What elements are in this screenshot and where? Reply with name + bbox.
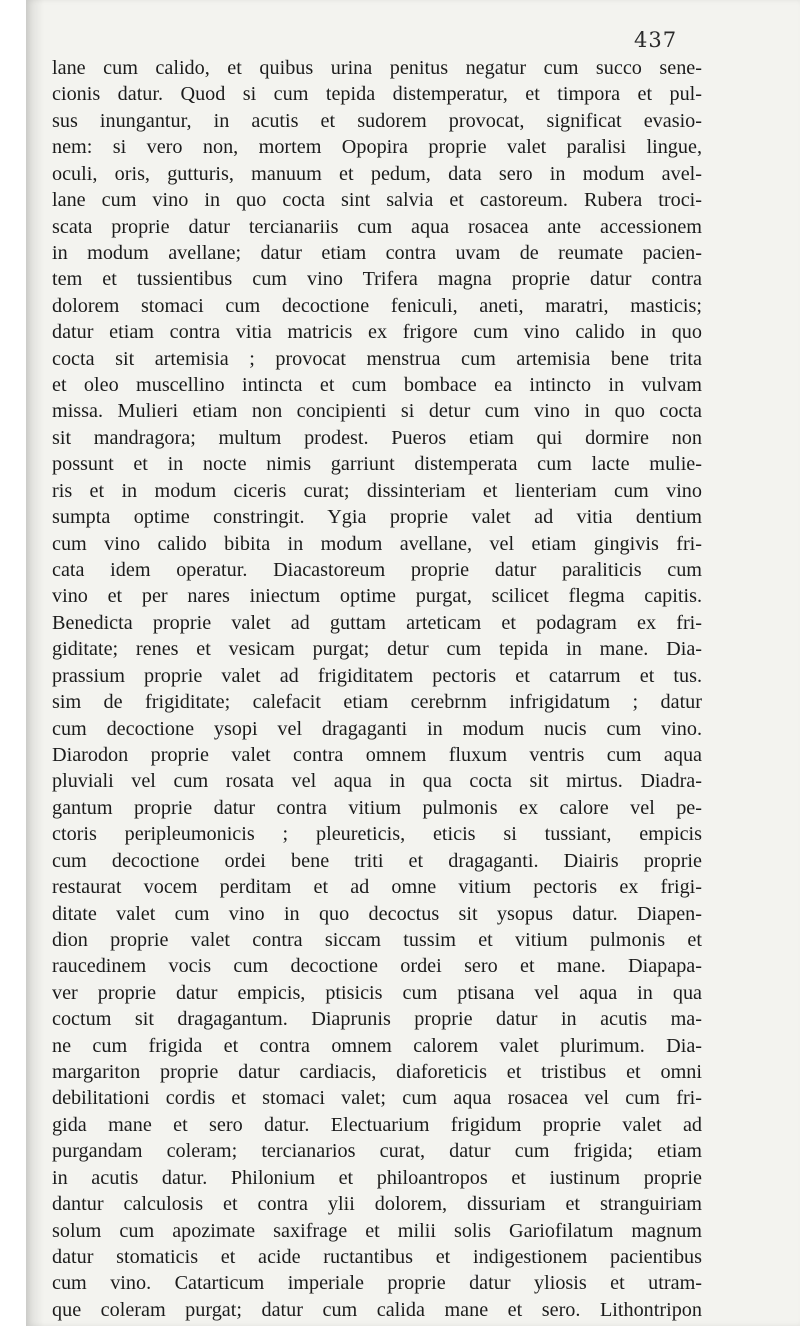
- text-line: purgandam coleram; tercianarios curat, datur cum frigida; etiam: [52, 1140, 702, 1163]
- text-line: restaurat vocem perditam et ad omne vitium pectoris ex frigi-: [52, 876, 702, 899]
- text-line: dantur calculosis et contra ylii dolorem, dissuriam et stranguiriam: [52, 1193, 702, 1216]
- text-line: cum decoctione ysopi vel dragaganti in modum nucis cum vino.: [52, 717, 702, 740]
- text-line: gantum proprie datur contra vitium pulmonis ex calore vel pe-: [52, 796, 702, 819]
- text-line: oculi, oris, gutturis, manuum et pedum, data sero in modum avel-: [52, 162, 702, 185]
- text-line: sim de frigiditate; calefacit etiam cerebrnm infrigidatum ; datur: [52, 691, 702, 714]
- text-line: sus inungantur, in acutis et sudorem provocat, significat evasio-: [52, 109, 702, 132]
- text-line: tem et tussientibus cum vino Trifera magna proprie datur contra: [52, 268, 702, 291]
- text-line: giditate; renes et vesicam purgat; detur cum tepida in mane. Dia-: [52, 638, 702, 661]
- text-line: cionis datur. Quod si cum tepida distemperatur, et timpora et pul-: [52, 83, 702, 106]
- text-line: in modum avellane; datur etiam contra uvam de reumate pacien-: [52, 241, 702, 264]
- text-line: sit mandragora; multum prodest. Pueros etiam qui dormire non: [52, 426, 702, 449]
- text-line: missa. Mulieri etiam non concipienti si detur cum vino in quo cocta: [52, 400, 702, 423]
- text-line: cata idem operatur. Diacastoreum proprie datur paraliticis cum: [52, 559, 702, 582]
- text-line: cum vino. Catarticum imperiale proprie datur yliosis et utram-: [52, 1272, 702, 1295]
- text-line: datur etiam contra vitia matricis ex frigore cum vino calido in quo: [52, 321, 702, 344]
- text-line: ditate valet cum vino in quo decoctus sit ysopus datur. Diapen-: [52, 902, 702, 925]
- text-line: margariton proprie datur cardiacis, diaforeticis et tristibus et omni: [52, 1061, 702, 1084]
- text-line: ne cum frigida et contra omnem calorem valet plurimum. Dia-: [52, 1034, 702, 1057]
- text-line: cocta sit artemisia ; provocat menstrua cum artemisia bene trita: [52, 347, 702, 370]
- text-line: vino et per nares iniectum optime purgat, scilicet flegma capitis.: [52, 585, 702, 608]
- text-line: debilitationi cordis et stomaci valet; cum aqua rosacea vel cum fri-: [52, 1087, 702, 1110]
- text-line: et oleo muscellino intincta et cum bombace ea intincto in vulvam: [52, 374, 702, 397]
- text-line: coctum sit dragagantum. Diaprunis proprie datur in acutis ma-: [52, 1008, 702, 1031]
- text-line: datur stomaticis et acide ructantibus et indigestionem pacientibus: [52, 1245, 702, 1268]
- text-line: prassium proprie valet ad frigiditatem pectoris et catarrum et tus.: [52, 664, 702, 687]
- text-line: cum decoctione ordei bene triti et dragaganti. Diairis proprie: [52, 849, 702, 872]
- text-line: lane cum calido, et quibus urina penitus negatur cum succo sene-: [52, 57, 702, 79]
- text-line: scata proprie datur tercianariis cum aqua rosacea ante accessionem: [52, 215, 702, 238]
- text-line: in acutis datur. Philonium et philoantropos et iustinum proprie: [52, 1166, 702, 1189]
- text-line: ctoris peripleumonicis ; pleureticis, eticis si tussiant, empicis: [52, 823, 702, 846]
- text-line: sumpta optime constringit. Ygia proprie valet ad vitia dentium: [52, 506, 702, 529]
- text-line: dolorem stomaci cum decoctione feniculi, aneti, maratri, masticis;: [52, 294, 702, 317]
- page-number: 437: [634, 28, 678, 52]
- text-line: cum vino calido bibita in modum avellane, vel etiam gingivis fri-: [52, 532, 702, 555]
- text-line: ver proprie datur empicis, ptisicis cum ptisana vel aqua in qua: [52, 981, 702, 1004]
- text-line: Diarodon proprie valet contra omnem fluxum ventris cum aqua: [52, 743, 702, 766]
- text-line: gida mane et sero datur. Electuarium frigidum proprie valet ad: [52, 1113, 702, 1136]
- text-line: pluviali vel cum rosata vel aqua in qua cocta sit mirtus. Diadra-: [52, 770, 702, 793]
- text-line: Benedicta proprie valet ad guttam arteticam et podagram ex fri-: [52, 611, 702, 634]
- text-line: solum cum apozimate saxifrage et milii solis Gariofilatum magnum: [52, 1219, 702, 1242]
- text-line: lane cum vino in quo cocta sint salvia et castoreum. Rubera troci-: [52, 189, 702, 212]
- text-line: dion proprie valet contra siccam tussim et vitium pulmonis et: [52, 928, 702, 951]
- body-text: [52, 55, 702, 1323]
- text-line: que coleram purgat; datur cum calida mane et sero. Lithontripon: [52, 1298, 702, 1321]
- text-line: nem: si vero non, mortem Opopira proprie valet paralisi lingue,: [52, 136, 702, 159]
- text-line: possunt et in nocte nimis garriunt distemperata cum lacte mulie-: [52, 453, 702, 476]
- text-line: ris et in modum ciceris curat; dissinteriam et lienteriam cum vino: [52, 479, 702, 502]
- page-gutter-shadow: [26, 0, 44, 1326]
- text-line: raucedinem vocis cum decoctione ordei sero et mane. Diapapa-: [52, 955, 702, 978]
